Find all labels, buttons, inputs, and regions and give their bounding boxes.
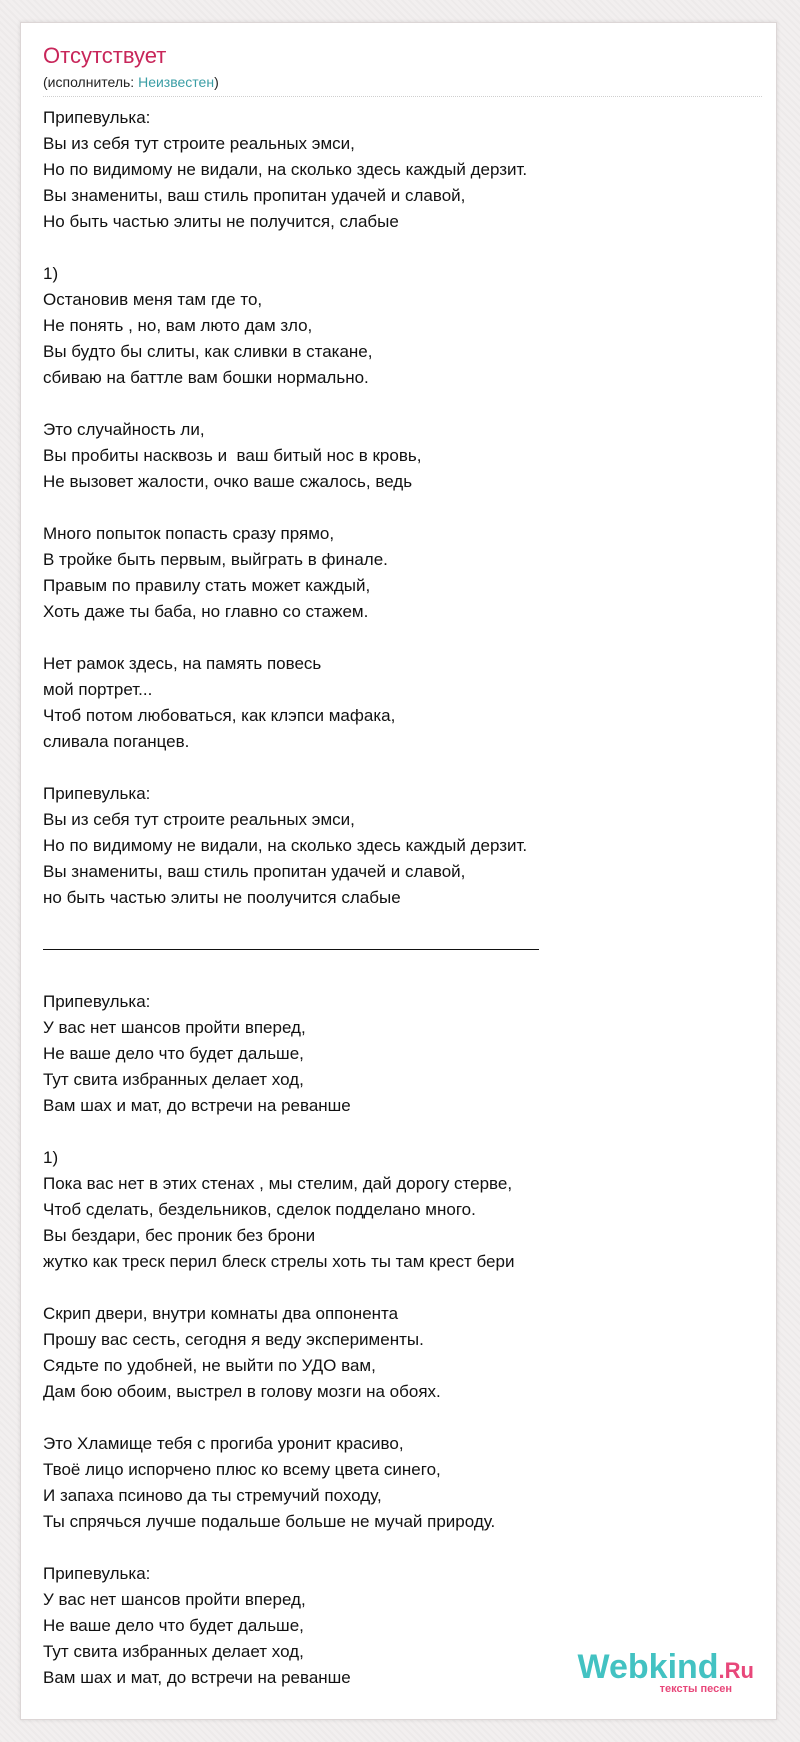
song-card [20,22,777,1720]
lyric-line: Но по видимому не видали, на сколько здесь каждый дерзит. [43,160,528,179]
lyric-line [43,755,539,781]
lyric-line: сбиваю на баттле вам бошки нормально. [43,368,369,387]
lyric-line: Дам бою обоим, выстрел в голову мозги на обоях. [43,1382,441,1401]
lyric-line [43,963,539,989]
lyric-line: Вам шах и мат, до встречи на реванше [43,1668,351,1687]
lyric-line: В тройке быть первым, выйграть в финале. [43,550,388,569]
lyric-line: Ты спрячься лучше подальше больше не мучай природу. [43,1512,496,1531]
lyric-line [43,1405,539,1431]
lyric-line: Тут свита избранных делает ход, [43,1642,304,1661]
lyric-line: но быть частью элиты не поолучится слабые [43,888,401,907]
song-title: Отсутствует [43,43,167,68]
lyric-line: Нет рамок здесь, на память повесь [43,654,322,673]
lyric-line [43,235,539,261]
lyric-line: Прошу вас сесть, сегодня я веду эксперименты. [43,1330,424,1349]
artist-link[interactable]: Неизвестен [138,74,215,90]
lyrics-part-2 [43,963,539,1691]
lyric-line: Вы бездари, бес проник без брони [43,1226,316,1245]
lyric-line: Не ваше дело что будет дальше, [43,1044,304,1063]
lyric-line: Чтоб потом любоваться, как клэпси мафака, [43,706,396,725]
lyrics-part-1 [43,105,539,937]
lyric-line [43,391,539,417]
performer-prefix: (исполнитель: [43,74,139,90]
performer-line [43,74,219,90]
lyric-line: Вы из себя тут строите реальных эмси, [43,134,355,153]
lyric-line: Хоть даже ты баба, но главно со стажем. [43,602,369,621]
lyric-line: Припевулька: [43,784,151,803]
lyric-line: Припевулька: [43,992,151,1011]
lyric-line: Вы будто бы слиты, как сливки в стакане, [43,342,373,361]
lyric-line: Сядьте по удобней, не выйти по УДО вам, [43,1356,376,1375]
lyric-line: Припевулька: [43,108,151,127]
lyric-line: Вы знамениты, ваш стиль пропитан удачей и славой, [43,186,466,205]
lyric-line: Не ваше дело что будет дальше, [43,1616,304,1635]
lyric-line: Но быть частью элиты не получится, слабые [43,212,399,231]
lyric-line: Не вызовет жалости, очко ваше сжалось, ведь [43,472,413,491]
lyric-line: Чтоб сделать, бездельников, сделок подделано много. [43,1200,476,1219]
performer-suffix: ) [214,74,219,90]
lyric-line: Пока вас нет в этих стенах , мы стелим, дай дорогу стерве, [43,1174,513,1193]
lyric-line [43,911,539,937]
dotted-divider [43,96,762,97]
horizontal-rule [43,949,539,950]
lyrics-body [43,105,539,1691]
lyric-line: У вас нет шансов пройти вперед, [43,1018,306,1037]
lyric-line [43,1119,539,1145]
lyric-line: Правым по правилу стать может каждый, [43,576,371,595]
lyric-line: Тут свита избранных делает ход, [43,1070,304,1089]
lyric-line: Но по видимому не видали, на сколько здесь каждый дерзит. [43,836,528,855]
lyric-line: Вы из себя тут строите реальных эмси, [43,810,355,829]
lyric-line: Вы знамениты, ваш стиль пропитан удачей и славой, [43,862,466,881]
lyric-line: Не понять , но, вам люто дам зло, [43,316,313,335]
lyric-line [43,1275,539,1301]
lyric-line: мой портрет... [43,680,153,699]
lyric-line [43,495,539,521]
site-logo[interactable] [578,1649,755,1695]
lyric-line: Это Хламище тебя с прогиба уронит красиво, [43,1434,404,1453]
lyric-line: 1) [43,264,59,283]
logo-tagline: тексты песен [659,1683,732,1695]
lyric-line [43,625,539,651]
lyric-line [43,1535,539,1561]
lyric-line: сливала поганцев. [43,732,190,751]
lyric-line: жутко как треск перил блеск стрелы хоть ты там крест бери [43,1252,515,1271]
lyric-line: Много попыток попасть сразу прямо, [43,524,335,543]
lyric-line: 1) [43,1148,59,1167]
logo-brand: Webkind [577,1648,719,1686]
lyric-line: Твоё лицо испорчено плюс ко всему цвета синего, [43,1460,441,1479]
lyric-line: Остановив меня там где то, [43,290,263,309]
lyric-line: Скрип двери, внутри комнаты два оппонента [43,1304,399,1323]
lyric-line: И запаха псиново да ты стремучий походу, [43,1486,382,1505]
lyric-line: Вы пробиты насквозь и ваш битый нос в кровь, [43,446,422,465]
lyric-line: У вас нет шансов пройти вперед, [43,1590,306,1609]
lyric-line: Это случайность ли, [43,420,205,439]
lyric-line: Припевулька: [43,1564,151,1583]
lyric-line: Вам шах и мат, до встречи на реванше [43,1096,351,1115]
logo-domain: .Ru [718,1658,754,1683]
